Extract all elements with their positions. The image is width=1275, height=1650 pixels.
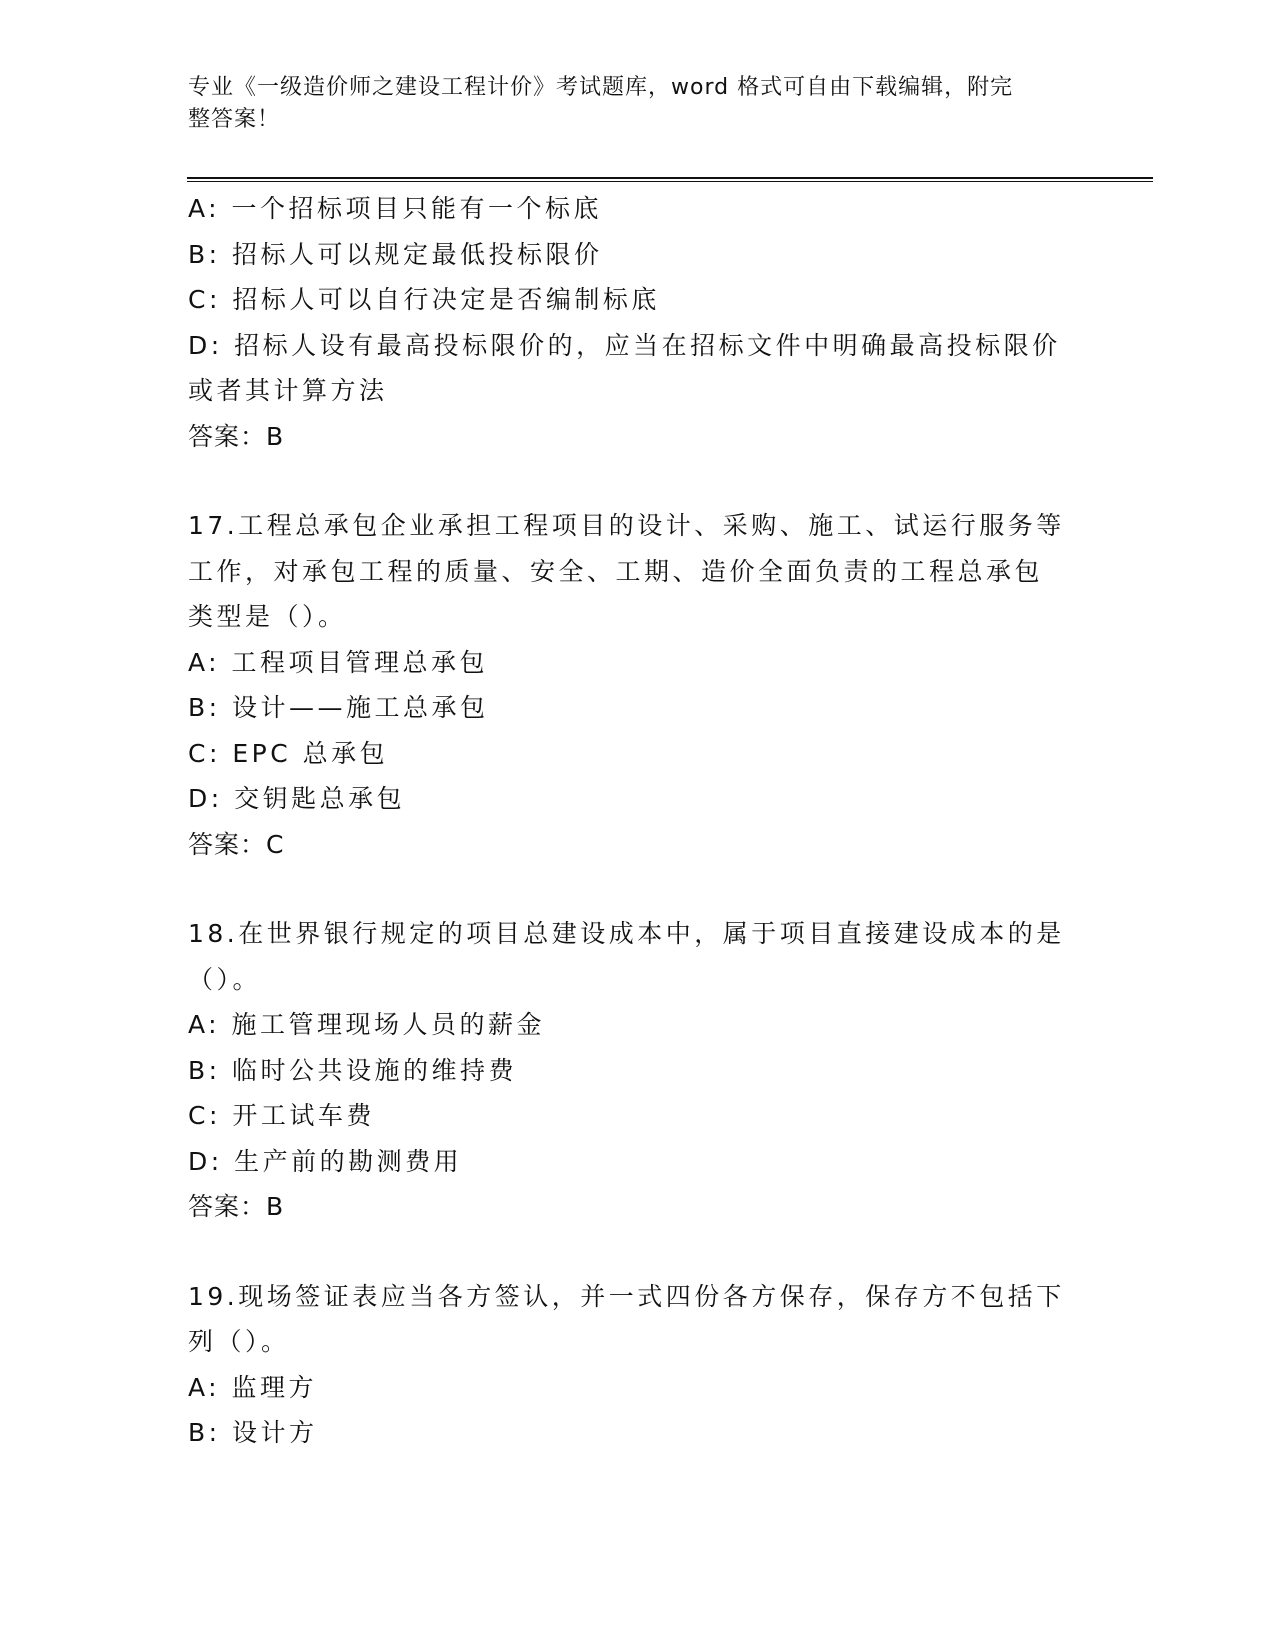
question-stem-line: 17.工程总承包企业承担工程项目的设计、采购、施工、试运行服务等	[188, 511, 1065, 540]
option-a: A: 监理方	[188, 1372, 318, 1402]
option-b: B: 设计方	[188, 1418, 318, 1447]
option-b: B: 招标人可以规定最低投标限价	[188, 239, 603, 269]
divider-thick-line	[187, 177, 1153, 179]
spacer	[188, 459, 1088, 503]
question-stem-line: 列（）。	[188, 1327, 290, 1356]
option-c: C: 开工试车费	[188, 1101, 375, 1130]
spacer	[188, 867, 1088, 911]
answer-line: 答案：B	[188, 421, 285, 451]
question-stem-line: 19.现场签证表应当各方签认，并一式四份各方保存，保存方不包括下	[188, 1281, 1065, 1311]
document-header	[188, 72, 1068, 136]
option-d: D: 生产前的勘测费用	[188, 1146, 463, 1176]
question-stem-line: 18.在世界银行规定的项目总建设成本中，属于项目直接建设成本的是	[188, 919, 1065, 948]
question-stem-line: 类型是（）。	[188, 602, 347, 631]
option-b: B: 临时公共设施的维持费	[188, 1055, 518, 1085]
option-d: D: 交钥匙总承包	[188, 784, 406, 813]
option-a: A: 工程项目管理总承包	[188, 647, 489, 677]
option-d: D: 招标人设有最高投标限价的，应当在招标文件中明确最高投标限价	[188, 330, 1061, 360]
question-list	[188, 186, 1088, 1456]
header-divider	[187, 177, 1153, 183]
option-a: A: 施工管理现场人员的薪金	[188, 1010, 546, 1039]
header-line-2: 整答案！	[188, 107, 281, 132]
option-c: C: 招标人可以自行决定是否编制标底	[188, 285, 660, 314]
question-block-17	[188, 503, 1088, 867]
spacer	[188, 1230, 1088, 1274]
header-line-1: 专业《一级造价师之建设工程计价》考试题库，word 格式可自由下载编辑，附完	[188, 75, 1014, 100]
option-b: B: 设计——施工总承包	[188, 693, 489, 722]
question-block-18	[188, 911, 1088, 1230]
answer-line: 答案：B	[188, 1192, 285, 1221]
question-block-16	[188, 186, 1088, 459]
question-block-19	[188, 1274, 1088, 1456]
question-stem-line: （）。	[188, 964, 262, 994]
option-a: A: 一个招标项目只能有一个标底	[188, 194, 603, 223]
answer-line: 答案：C	[188, 829, 285, 859]
option-c: C: EPC 总承包	[188, 738, 389, 768]
question-stem-line: 工作，对承包工程的质量、安全、工期、造价全面负责的工程总承包	[188, 556, 1044, 586]
divider-thin-line	[187, 181, 1153, 182]
option-d-continued: 或者其计算方法	[188, 376, 388, 405]
